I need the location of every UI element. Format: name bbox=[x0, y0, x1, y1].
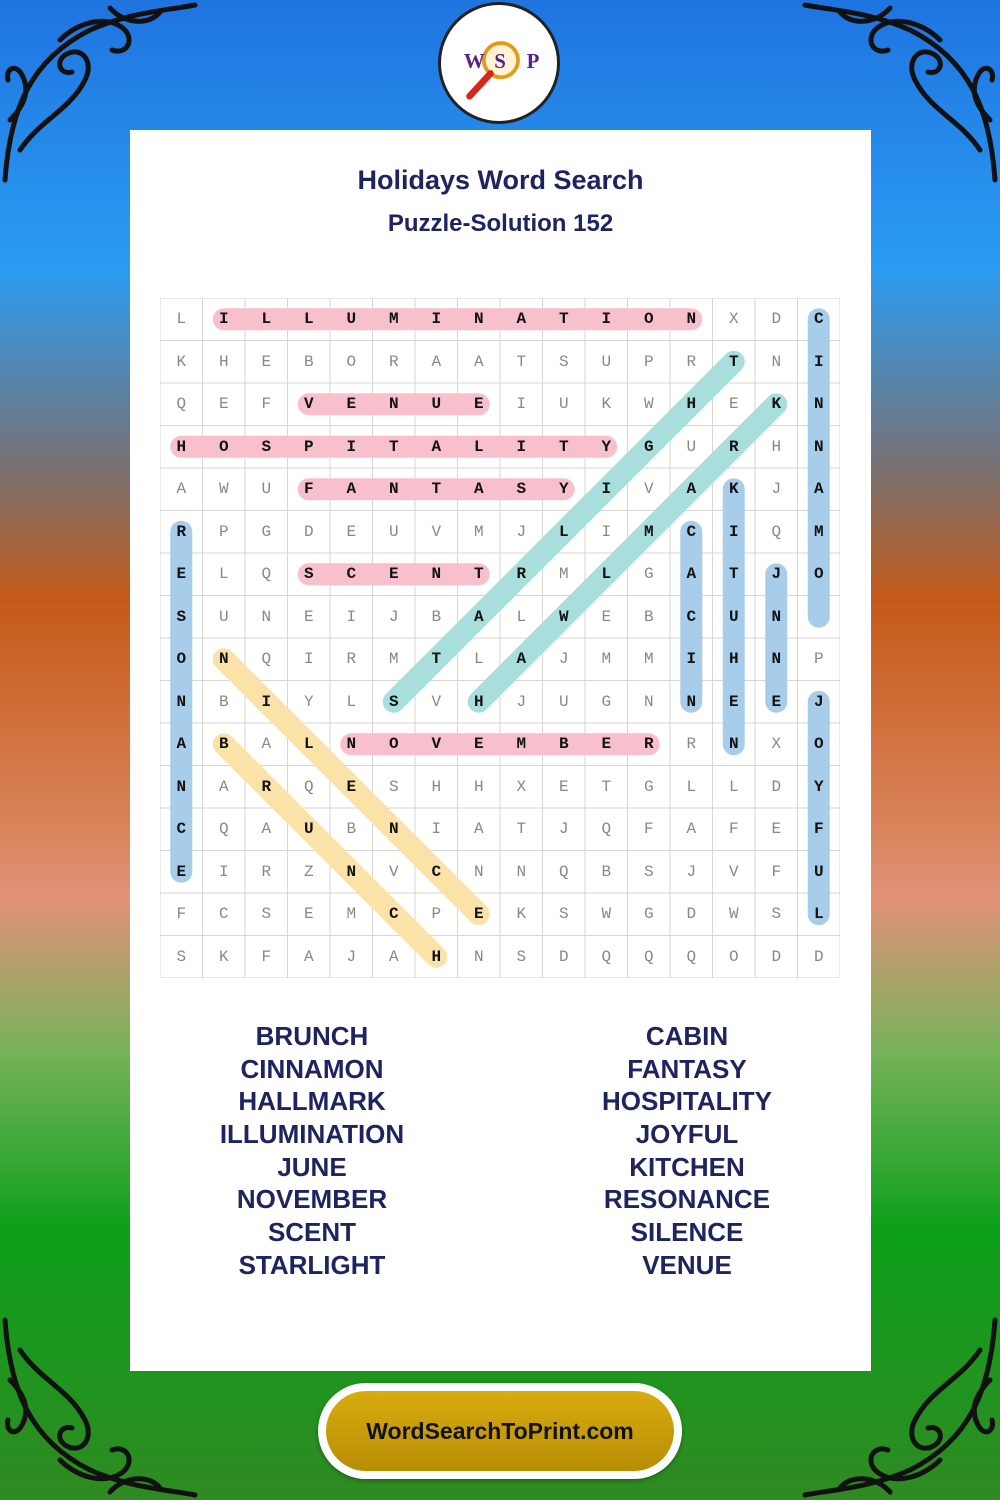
grid-cell: A bbox=[473, 352, 484, 371]
grid-cell: N bbox=[473, 862, 484, 881]
grid-cell: C bbox=[346, 565, 357, 583]
grid-cell: M bbox=[813, 522, 824, 541]
grid-cell: H bbox=[728, 650, 739, 668]
grid-cell: A bbox=[686, 820, 697, 838]
grid-cell: I bbox=[601, 480, 612, 498]
grid-cell: F bbox=[303, 480, 314, 498]
grid-cell: O bbox=[813, 565, 824, 583]
grid-cell: I bbox=[431, 820, 442, 838]
grid-cell: Q bbox=[686, 947, 697, 966]
grid-cell: S bbox=[558, 905, 569, 923]
grid-cell: U bbox=[813, 862, 824, 881]
grid-cell: H bbox=[473, 692, 484, 711]
grid-cell: W bbox=[728, 905, 739, 923]
grid-cell: K bbox=[728, 480, 739, 498]
grid-cell: L bbox=[303, 310, 314, 328]
grid-cell: I bbox=[601, 310, 612, 328]
grid-cell: Q bbox=[176, 395, 187, 413]
grid-cell: C bbox=[686, 522, 697, 541]
grid-cell: U bbox=[303, 820, 314, 838]
grid-cell: F bbox=[771, 862, 782, 881]
grid-cell: E bbox=[473, 735, 484, 753]
grid-cell: Y bbox=[303, 692, 314, 711]
logo-letter-w: W bbox=[463, 48, 485, 73]
grid-cell: T bbox=[388, 437, 399, 456]
grid-cell: L bbox=[176, 310, 187, 328]
word-list-item: RESONANCE bbox=[603, 1184, 771, 1215]
grid-cell: Q bbox=[558, 862, 569, 881]
grid-cell: N bbox=[431, 565, 442, 583]
grid-cell: L bbox=[601, 565, 612, 583]
grid-cell: A bbox=[516, 650, 527, 668]
word-list-item: SILENCE bbox=[630, 1217, 744, 1248]
grid-cell: U bbox=[728, 607, 739, 626]
grid-cell: R bbox=[643, 735, 654, 753]
grid-cell: I bbox=[218, 310, 229, 328]
grid-cell: S bbox=[176, 947, 187, 966]
word-list-item: JUNE bbox=[277, 1151, 347, 1182]
grid-cell: C bbox=[686, 607, 697, 626]
grid-cell: F bbox=[261, 947, 272, 966]
grid-cell: I bbox=[516, 395, 527, 413]
grid-cell: U bbox=[431, 395, 442, 413]
grid-cell: T bbox=[473, 565, 484, 583]
grid-cell: E bbox=[601, 607, 612, 626]
grid-cell: U bbox=[558, 692, 569, 711]
grid-cell: E bbox=[771, 820, 782, 838]
word-list-item: KITCHEN bbox=[629, 1151, 745, 1182]
word-list-right bbox=[522, 1020, 852, 1282]
grid-cell: Q bbox=[261, 565, 272, 583]
grid-cell: H bbox=[771, 437, 782, 456]
grid-cell: P bbox=[643, 352, 654, 371]
grid-cell: D bbox=[771, 777, 782, 796]
grid-cell: F bbox=[176, 905, 187, 923]
word-list-item: NOVEMBER bbox=[236, 1184, 388, 1215]
grid-cell: P bbox=[303, 437, 314, 456]
grid-cell: Y bbox=[813, 777, 824, 796]
grid-cell: K bbox=[218, 947, 229, 966]
grid-cell: R bbox=[176, 522, 187, 541]
logo-letter-s: S bbox=[494, 48, 506, 73]
grid-cell: U bbox=[261, 480, 272, 498]
grid-cell: A bbox=[176, 735, 187, 753]
grid-cell: N bbox=[346, 735, 357, 753]
grid-cell: O bbox=[388, 735, 399, 753]
grid-cell: L bbox=[728, 777, 739, 796]
grid-cell: E bbox=[346, 777, 357, 796]
grid-cell: R bbox=[516, 565, 527, 583]
grid-cell: P bbox=[813, 650, 824, 668]
grid-cell: E bbox=[346, 522, 357, 541]
grid-cell: Y bbox=[601, 437, 612, 456]
website-button-label[interactable]: WordSearchToPrint.com bbox=[326, 1391, 674, 1471]
grid-cell: E bbox=[388, 565, 399, 583]
grid-cell: G bbox=[643, 777, 654, 796]
grid-cell: N bbox=[346, 862, 357, 881]
grid-cell: E bbox=[771, 692, 782, 711]
grid-cell: N bbox=[686, 692, 697, 711]
grid-cell: J bbox=[388, 607, 399, 626]
grid-cell: S bbox=[261, 437, 272, 456]
grid-cell: B bbox=[303, 352, 314, 371]
grid-cell: R bbox=[686, 352, 697, 371]
grid-cell: I bbox=[686, 650, 697, 668]
grid-cell: T bbox=[728, 565, 739, 583]
grid-cell: H bbox=[176, 437, 187, 456]
grid-cell: L bbox=[218, 565, 229, 583]
grid-cell: O bbox=[813, 735, 824, 753]
grid-cell: E bbox=[303, 607, 314, 626]
grid-cell: U bbox=[601, 352, 612, 371]
grid-cell: I bbox=[813, 352, 824, 371]
grid-cell: L bbox=[303, 735, 314, 753]
grid-cell: J bbox=[771, 480, 782, 498]
grid-cell: V bbox=[388, 862, 399, 881]
grid-cell: N bbox=[388, 820, 399, 838]
grid-cell: S bbox=[388, 692, 399, 711]
grid-cell: T bbox=[431, 480, 442, 498]
site-logo[interactable] bbox=[438, 2, 560, 124]
word-list-item: SCENT bbox=[267, 1217, 357, 1248]
grid-cell: M bbox=[388, 310, 399, 328]
grid-cell: H bbox=[686, 395, 697, 413]
grid-cell: L bbox=[558, 522, 569, 541]
grid-cell: D bbox=[813, 947, 824, 966]
grid-cell: S bbox=[516, 480, 527, 498]
grid-cell: O bbox=[176, 650, 187, 668]
grid-cell: L bbox=[686, 777, 697, 796]
grid-letters bbox=[160, 298, 840, 978]
grid-cell: N bbox=[176, 777, 187, 796]
grid-cell: I bbox=[728, 522, 739, 541]
grid-cell: A bbox=[473, 480, 484, 498]
word-list-item: VENUE bbox=[642, 1249, 732, 1280]
grid-cell: B bbox=[218, 692, 229, 711]
grid-cell: K bbox=[601, 395, 612, 413]
grid-cell: E bbox=[261, 352, 272, 371]
grid-cell: K bbox=[771, 395, 782, 413]
word-list-item: HALLMARK bbox=[238, 1086, 386, 1117]
grid-cell: N bbox=[218, 650, 229, 668]
grid-cell: I bbox=[218, 862, 229, 881]
grid-cell: N bbox=[261, 607, 272, 626]
grid-cell: L bbox=[261, 310, 272, 328]
grid-cell: B bbox=[346, 820, 357, 838]
grid-cell: S bbox=[558, 352, 569, 371]
grid-cell: E bbox=[303, 905, 314, 923]
grid-cell: N bbox=[643, 692, 654, 711]
grid-cell: S bbox=[388, 777, 399, 796]
grid-cell: I bbox=[303, 650, 314, 668]
grid-cell: A bbox=[261, 735, 272, 753]
grid-cell: R bbox=[388, 352, 399, 371]
grid-cell: S bbox=[643, 862, 654, 881]
grid-cell: X bbox=[771, 735, 782, 753]
grid-cell: E bbox=[558, 777, 569, 796]
grid-cell: E bbox=[473, 905, 484, 923]
grid-cell: N bbox=[176, 692, 187, 711]
grid-cell: N bbox=[728, 735, 739, 753]
word-list-item: CABIN bbox=[645, 1021, 729, 1051]
grid-cell: H bbox=[431, 947, 442, 966]
grid-cell: J bbox=[686, 862, 697, 881]
grid-cell: M bbox=[516, 735, 527, 753]
grid-cell: L bbox=[813, 905, 824, 923]
grid-cell: Q bbox=[303, 777, 314, 796]
grid-cell: A bbox=[218, 777, 229, 796]
grid-cell: N bbox=[771, 650, 782, 668]
grid-cell: T bbox=[431, 650, 442, 668]
grid-cell: B bbox=[431, 607, 442, 626]
grid-cell: I bbox=[601, 522, 612, 541]
grid-cell: O bbox=[643, 310, 654, 328]
grid-cell: Q bbox=[601, 820, 612, 838]
word-list-item: HOSPITALITY bbox=[602, 1086, 772, 1117]
grid-cell: K bbox=[516, 905, 527, 923]
grid-cell: A bbox=[303, 947, 314, 966]
grid-cell: S bbox=[261, 905, 272, 923]
grid-cell: C bbox=[431, 862, 442, 881]
grid-cell: Q bbox=[218, 820, 229, 838]
grid-cell: Q bbox=[601, 947, 612, 966]
grid-cell: S bbox=[516, 947, 527, 966]
grid-cell: L bbox=[473, 437, 484, 456]
grid-cell: N bbox=[388, 480, 399, 498]
word-list-item: BRUNCH bbox=[255, 1021, 369, 1051]
grid-cell: A bbox=[686, 480, 697, 498]
grid-cell: F bbox=[643, 820, 654, 838]
grid-cell: N bbox=[813, 437, 824, 456]
grid-cell: T bbox=[728, 352, 739, 371]
grid-cell: C bbox=[388, 905, 399, 923]
grid-cell: N bbox=[388, 395, 399, 413]
grid-cell: V bbox=[728, 862, 739, 881]
grid-cell: B bbox=[643, 607, 654, 626]
grid-cell: Q bbox=[771, 522, 782, 541]
grid-cell: J bbox=[771, 565, 782, 583]
grid-cell: S bbox=[303, 565, 314, 583]
grid-cell: S bbox=[176, 607, 187, 626]
grid-cell: M bbox=[643, 522, 654, 541]
grid-cell: V bbox=[431, 735, 442, 753]
grid-cell: A bbox=[516, 310, 527, 328]
grid-cell: M bbox=[601, 650, 612, 668]
grid-cell: E bbox=[346, 395, 357, 413]
grid-cell: R bbox=[728, 437, 739, 456]
grid-cell: S bbox=[771, 905, 782, 923]
page-title: Holidays Word Search bbox=[357, 165, 644, 195]
grid-cell: D bbox=[558, 947, 569, 966]
grid-cell: B bbox=[558, 735, 569, 753]
grid-cell: F bbox=[813, 820, 824, 838]
grid-cell: R bbox=[261, 777, 272, 796]
grid-cell: V bbox=[303, 395, 314, 413]
grid-cell: Q bbox=[643, 947, 654, 966]
grid-cell: E bbox=[728, 395, 739, 413]
grid-cell: T bbox=[558, 310, 569, 328]
grid-cell bbox=[798, 596, 841, 639]
grid-cell: M bbox=[388, 650, 399, 668]
grid-cell: J bbox=[558, 820, 569, 838]
grid-cell: D bbox=[771, 947, 782, 966]
grid-cell: L bbox=[516, 607, 527, 626]
grid-cell: Z bbox=[303, 862, 314, 881]
grid-cell: U bbox=[558, 395, 569, 413]
grid-cell: W bbox=[218, 480, 229, 498]
grid-cell: V bbox=[643, 480, 654, 498]
grid-cell: G bbox=[261, 522, 272, 541]
grid-cell: E bbox=[218, 395, 229, 413]
grid-cell: U bbox=[346, 310, 357, 328]
word-list-left bbox=[147, 1020, 477, 1282]
grid-cell: W bbox=[558, 607, 569, 626]
grid-cell: H bbox=[473, 777, 484, 796]
grid-cell: R bbox=[686, 735, 697, 753]
grid-cell: J bbox=[813, 692, 824, 711]
grid-cell: K bbox=[176, 352, 187, 371]
grid-cell: N bbox=[771, 607, 782, 626]
grid-cell: A bbox=[473, 607, 484, 626]
grid-cell: A bbox=[431, 437, 442, 456]
grid-cell: G bbox=[643, 437, 654, 456]
grid-cell: W bbox=[601, 905, 612, 923]
grid-cell: T bbox=[516, 352, 527, 371]
grid-cell: J bbox=[516, 692, 527, 711]
word-list-item: FANTASY bbox=[627, 1053, 747, 1084]
grid-cell: D bbox=[686, 905, 697, 923]
grid-cell: E bbox=[728, 692, 739, 711]
website-button[interactable] bbox=[318, 1383, 682, 1479]
grid-cell: M bbox=[346, 905, 357, 923]
grid-cell: C bbox=[176, 820, 187, 838]
grid-cell: A bbox=[176, 480, 187, 498]
grid-cell: V bbox=[431, 522, 442, 541]
grid-cell: A bbox=[686, 565, 697, 583]
grid-cell: I bbox=[261, 692, 272, 711]
grid-cell: U bbox=[388, 522, 399, 541]
grid-cell: I bbox=[431, 310, 442, 328]
grid-cell: M bbox=[558, 565, 569, 583]
grid-cell: C bbox=[218, 905, 229, 923]
grid-cell: G bbox=[643, 905, 654, 923]
grid-cell: H bbox=[218, 352, 229, 371]
grid-cell: W bbox=[643, 395, 654, 413]
grid-cell: G bbox=[643, 565, 654, 583]
grid-cell: I bbox=[346, 607, 357, 626]
grid-cell: J bbox=[346, 947, 357, 966]
grid-cell: M bbox=[473, 522, 484, 541]
grid-cell: D bbox=[771, 310, 782, 328]
word-list-item: STARLIGHT bbox=[238, 1249, 386, 1280]
word-list-item: JOYFUL bbox=[635, 1119, 739, 1150]
grid-cell: I bbox=[346, 437, 357, 456]
grid-cell: L bbox=[473, 650, 484, 668]
grid-cell: O bbox=[346, 352, 357, 371]
grid-cell: O bbox=[218, 437, 229, 456]
grid-cell: X bbox=[728, 310, 739, 328]
grid-cell: A bbox=[813, 480, 824, 498]
grid-cell: P bbox=[218, 522, 229, 541]
grid-cell: T bbox=[601, 777, 612, 796]
grid-cell: N bbox=[473, 947, 484, 966]
puzzle-card bbox=[130, 130, 871, 1371]
grid-cell: A bbox=[388, 947, 399, 966]
grid-cell: F bbox=[261, 395, 272, 413]
grid-cell: Y bbox=[558, 480, 569, 498]
grid-cell: P bbox=[431, 905, 442, 923]
grid-cell: R bbox=[346, 650, 357, 668]
grid-cell: N bbox=[813, 395, 824, 413]
grid-cell: C bbox=[813, 310, 824, 328]
grid-cell: A bbox=[261, 820, 272, 838]
grid-cell: N bbox=[686, 310, 697, 328]
grid-cell: O bbox=[728, 947, 739, 966]
grid-cell: X bbox=[516, 777, 527, 796]
grid-cell: L bbox=[346, 692, 357, 711]
grid-cell: A bbox=[473, 820, 484, 838]
word-grid bbox=[160, 298, 840, 978]
grid-cell: T bbox=[516, 820, 527, 838]
grid-cell: U bbox=[686, 437, 697, 456]
grid-cell: R bbox=[261, 862, 272, 881]
grid-cell: J bbox=[516, 522, 527, 541]
logo-letter-p: P bbox=[526, 48, 540, 73]
grid-cell: B bbox=[601, 862, 612, 881]
grid-cell: M bbox=[643, 650, 654, 668]
grid-cell: H bbox=[431, 777, 442, 796]
grid-cell: I bbox=[516, 437, 527, 456]
grid-cell: F bbox=[728, 820, 739, 838]
grid-cell: A bbox=[431, 352, 442, 371]
grid-cell: G bbox=[601, 692, 612, 711]
grid-cell: E bbox=[601, 735, 612, 753]
grid-cell: N bbox=[771, 352, 782, 371]
grid-cell: N bbox=[516, 862, 527, 881]
word-list-item: CINNAMON bbox=[240, 1053, 384, 1084]
grid-cell: A bbox=[346, 480, 357, 498]
grid-cell: Q bbox=[261, 650, 272, 668]
grid-cell: V bbox=[431, 692, 442, 711]
grid-cell: J bbox=[558, 650, 569, 668]
grid-cell: U bbox=[218, 607, 229, 626]
grid-cell: E bbox=[473, 395, 484, 413]
grid-cell: N bbox=[473, 310, 484, 328]
page-subtitle: Puzzle-Solution 152 bbox=[387, 210, 614, 237]
grid-cell: B bbox=[218, 735, 229, 753]
grid-cell: T bbox=[558, 437, 569, 456]
grid-cell: E bbox=[176, 565, 187, 583]
grid-cell: E bbox=[176, 862, 187, 881]
grid-cell: D bbox=[303, 522, 314, 541]
word-list-item: ILLUMINATION bbox=[219, 1119, 405, 1150]
